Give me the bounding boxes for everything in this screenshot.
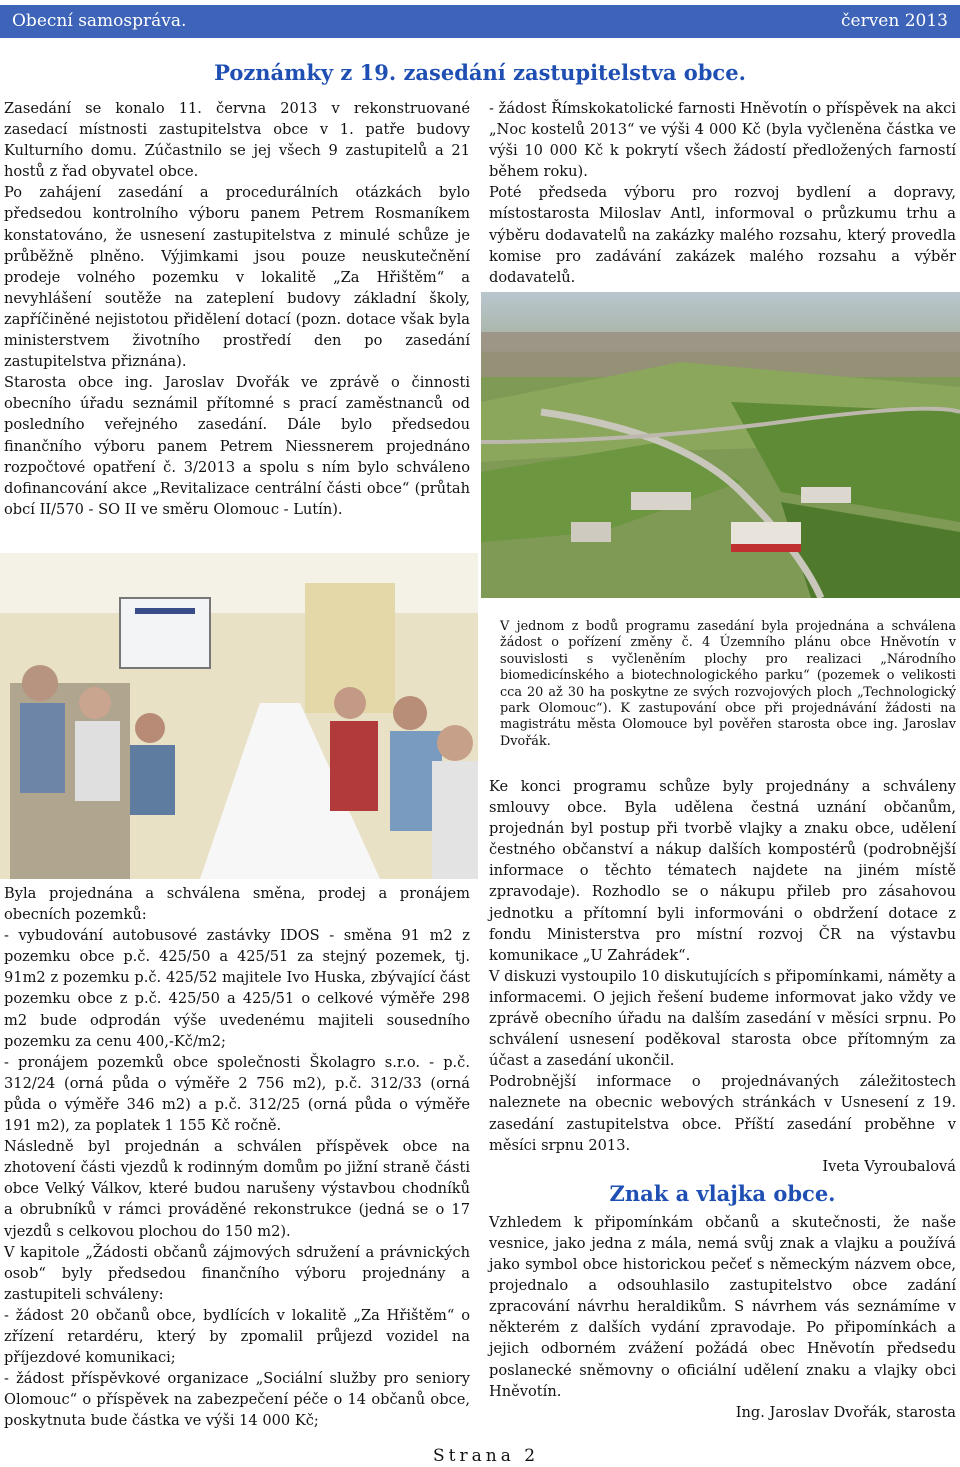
photo-caption: V jednom z bodů programu zasedání byla projednána a schválena žádost o pořízení změny č. 4 Územního plánu obce Hněvotín v souvislosti s vyčleněním plochy pro realizaci „Národního biomedicínského a biotechnologického parku“ (pozemek o velikosti cca 20 až 30 ha poskytne ze svých rozvojových ploch „Technologický park Olomouc“). K zastupování obce při projednávání žádosti na magistrátu města Olomouce byl pověřen starosta obce ing. Jaroslav Dvořák.	[500, 619, 956, 749]
author-signature: Iveta Vyroubalová	[822, 1157, 956, 1175]
paragraph: Poté předseda výboru pro rozvoj bydlení a dopravy, místostarosta Miloslav Antl, informoval o průzkumu trhu a výběru dodavatelů na zakázky malého rozsahu, který provedla komise pro zadávání zakázek malého rozsahu a výběr dodavatelů.	[489, 184, 956, 286]
section-title: Obecní samospráva.	[12, 11, 187, 31]
right-top-column	[489, 98, 956, 288]
paragraph: - žádost Římskokatolické farnosti Hněvotín o příspěvek na akci „Noc kostelů 2013“ ve výši 4 000 Kč (byla vyčleněna částka ve výši 10 000 Kč k pokrytí všech žádostí předložených farností během roku).	[489, 100, 956, 181]
paragraph: Vzhledem k připomínkám občanů a skutečnosti, že naše vesnice, jako jedna z mála, nemá svůj znak a vlajku a používá jako symbol obce historickou pečeť s německým názvem obce, projednalo a odsouhlasilo zastupitelstvo obce zadání zpracování návrhu heraldikům. S návrhem vás seznámíme v některém z dalších vydání zpravodaje. Po připomínkách a jejich odborném zvážení požádá obec Hněvotín předsedu poslanecké sněmovny o oficiální udělení znaku a vlajky obci Hněvotín.	[489, 1213, 956, 1400]
paragraph: V diskuzi vystoupilo 10 diskutujících s připomínkami, náměty a informacemi. O jejich řešení budeme informovat jako vždy ve zprávě obecního úřadu na dalším zasedání v měsíci srpnu. Po schválení usnesení poděkoval starosta obce přítomným za účast a zasedání ukončil.	[489, 967, 956, 1070]
paragraph: Ke konci programu schůze byly projednány a schváleny smlouvy obce. Byla udělena čestná uznání občanům, projednán byl postup při tvorbě vlajky a znaku obce, udělení čestného občanství a nákup dalších kompostérů (podrobnější informace o těchto tématech najdete na jiném místě zpravodaje). Rozhodlo se o nákupu přileb pro zásahovou jednotku a přítomní byli informováni o obdržení dotace z fondu Ministerstva pro místní rozvoj ČR na výstavbu komunikace „U Zahrádek“.	[489, 778, 956, 964]
author-signature: Ing. Jaroslav Dvořák, starosta	[735, 1403, 956, 1421]
left-bottom-column	[4, 883, 470, 1431]
paragraph: Byla projednána a schválena směna, prodej a pronájem obecních pozemků:	[4, 885, 470, 924]
paragraph: - pronájem pozemků obce společnosti Školagro s.r.o. - p.č. 312/24 (orná půda o výměře 2 756 m2), p.č. 312/33 (orná půda o výměře 346 m2) a p.č. 312/25 (orná půda o výměře 191 m2), za poplatek 1 155 Kč ročně.	[4, 1053, 470, 1135]
paragraph: - žádost příspěvkové organizace „Sociální služby pro seniory Olomouc“ o příspěvek na zabezpečení péče o 14 občanů obce, poskytnuta bude částka ve výši 14 000 Kč;	[4, 1370, 470, 1430]
issue-date: červen 2013	[841, 11, 948, 31]
paragraph: Starosta obce ing. Jaroslav Dvořák ve zprávě o činnosti obecního úřadu seznámil přítomné s prací zaměstnanců od posledního veřejného zasedání. Dále bylo předsedou finančního výboru panem Petrem Niessnerem projednáno rozpočtové opatření č. 3/2013 a spolu s ním bylo schváleno dofinancování akce „Revitalizace centrální části obce“ (průtah obcí II/570 - SO II ve směru Olomouc - Lutín).	[4, 374, 470, 518]
aerial-photo	[481, 292, 960, 598]
left-top-column	[4, 98, 470, 520]
page-number: Strana 2	[433, 1446, 540, 1466]
paragraph: V kapitole „Žádosti občanů zájmových sdružení a právnických osob“ byly předsedou finančního výboru projednány a zastupiteli schváleny:	[4, 1243, 470, 1303]
right-bottom-column	[489, 776, 956, 1423]
section-subtitle: Znak a vlajka obce.	[609, 1180, 836, 1206]
page-header	[0, 5, 960, 38]
paragraph: Následně byl projednán a schválen příspěvek obce na zhotovení části vjezdů k rodinným domům po jižní straně části obce Velký Válkov, které budou narušeny výstavbou chodníků a obrubníků v rámci prováděné rekonstrukce (jedná se o 17 vjezdů s celkovou plochou do 150 m2).	[4, 1138, 470, 1240]
meeting-photo	[0, 553, 478, 879]
paragraph: - vybudování autobusové zastávky IDOS - směna 91 m2 z pozemku obce p.č. 425/50 a 425/51 za stejný pozemek, tj. 91m2 z pozemku p.č. 425/52 majitele Ivo Huska, zbývající část pozemku obce z p.č. 425/50 a 425/51 o celkové výměře 298 m2 bude odprodán výše uvedenému majiteli sousedního pozemku za cenu 400,-Kč/m2;	[4, 927, 470, 1050]
article-title: Poznámky z 19. zasedání zastupitelstva obce.	[214, 60, 746, 85]
paragraph: - žádost 20 občanů obce, bydlících v lokalitě „Za Hřištěm“ o zřízení retardéru, který by zpomalil průjezd vozidel na příjezdové komunikaci;	[4, 1306, 470, 1367]
paragraph: Podrobnější informace o projednávaných záležitostech naleznete na obecnic webových stránkách v Usnesení z 19. zasedání zastupitelstva obce. Příští zasedání proběhne v měsíci srpnu 2013.	[489, 1073, 956, 1154]
paragraph: Zasedání se konalo 11. června 2013 v rekonstruované zasedací místnosti zastupitelstva obce v 1. patře budovy Kulturního domu. Zúčastnilo se jej všech 9 zastupitelů a 21 hostů z řad obyvatel obce.	[4, 100, 470, 181]
paragraph: Po zahájení zasedání a procedurálních otázkách bylo předsedou kontrolního výboru panem Petrem Rosmaníkem konstatováno, že usnesení zastupitelstva z minulé schůze je průběžně plněno. Výjimkami jsou pouze neuskutečnění prodeje volného pozemku v lokalitě „Za Hřištěm“ a nevyhlášení soutěže na zateplení budovy základní školy, zapříčiněné nejistotou přidělení dotací (pozn. dotace však byla ministerstvem životního prostředí den po zasedání zastupitelstva přiznána).	[4, 184, 470, 371]
